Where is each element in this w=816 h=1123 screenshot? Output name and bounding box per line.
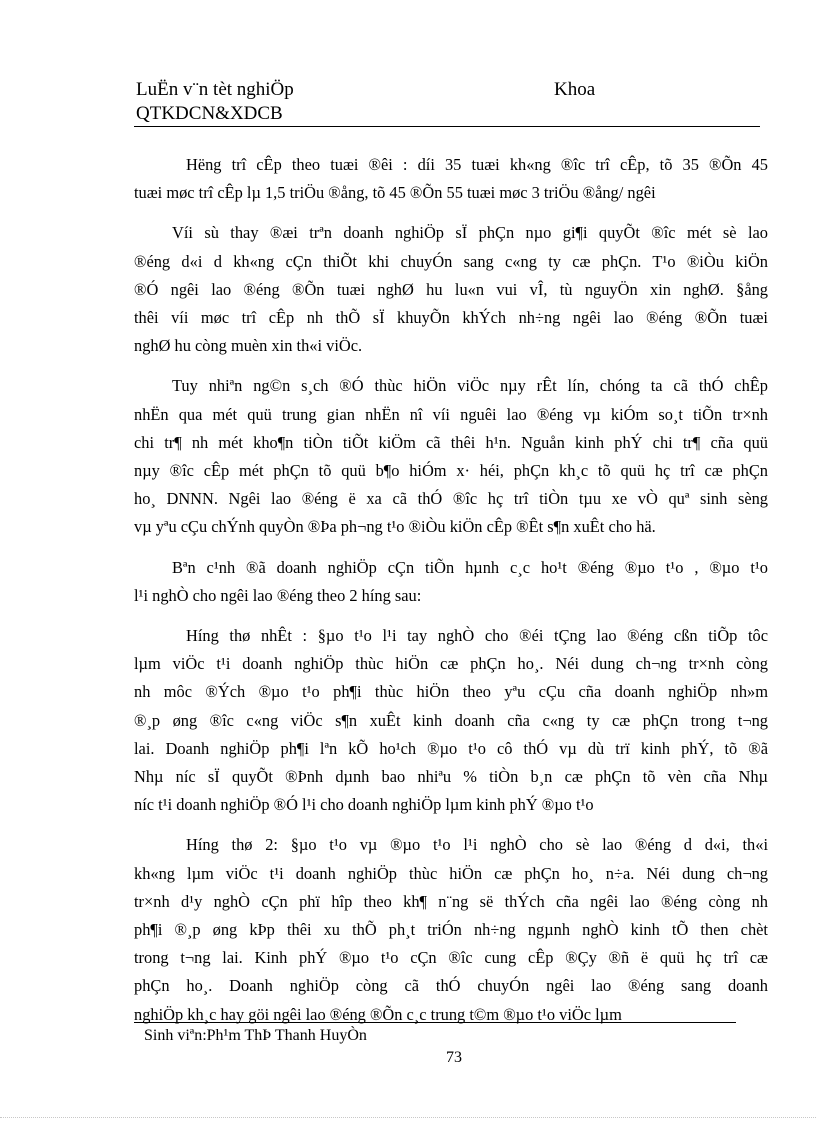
header-department-code: QTKDCN&XDCB	[136, 103, 283, 124]
text-line: Víi sù thay ®æi trªn doanh nghiÖp sÏ phÇn nµo gi¶i quyÕt ®îc mét sè lao	[172, 223, 768, 243]
text-line: tr×nh d¹y nghÒ cÇn phï hîp theo kh¶ n¨ng së thÝch cña ngêi lao ®éng còng nh	[134, 891, 768, 911]
text-line: kh«ng lµm viÖc t¹i doanh nghiÖp thùc hiÖn cæ phÇn ho¸ n÷a. Néi dung ch¬ng	[134, 863, 768, 883]
text-line: thêi víi møc trî cÊp nh thÕ sÏ khuyÕn khÝch nh÷ng ngêi lao ®éng ®Õn tuæi	[134, 308, 768, 328]
text-line: nghiÖp kh¸c hay göi ngêi lao ®éng ®Õn c¸c trung t©m ®µo t¹o viÖc lµm	[134, 1004, 622, 1024]
text-line: tuæi møc trî cÊp lµ 1,5 triÖu ®ång, tõ 45 ®Õn 55 tuæi møc 3 triÖu ®ång/ ngêi	[134, 183, 656, 203]
text-line: lai. Doanh nghiÖp ph¶i lªn kÕ ho¹ch ®µo t¹o cô thÓ vµ dù trï kinh phÝ, tõ ®ã	[134, 738, 768, 758]
text-line: Híng thø nhÊt : §µo t¹o l¹i tay nghÒ cho ®éi tÇng lao ®éng cßn tiÕp tôc	[186, 626, 768, 646]
text-line: nh môc ®Ých ®µo t¹o ph¶i thùc hiÖn theo yªu cÇu cña doanh nghiÖp nh»m	[134, 682, 768, 702]
text-line: vµ yªu cÇu chÝnh quyÒn ®Þa ph¬ng t¹o ®iÒu kiÖn cÊp ®Êt s¶n xuÊt cho hä.	[134, 517, 656, 537]
text-line: chi tr¶ nh mét kho¶n tiÒn tiÕt kiÖm cã thêi h¹n. Nguån kinh phÝ chi tr¶ cña quü	[134, 432, 768, 452]
paragraph-2	[134, 219, 768, 360]
footer-divider	[134, 1022, 736, 1023]
text-line: níc t¹i doanh nghiÖp ®Ó l¹i cho doanh nghiÖp lµm kinh phÝ ®µo t¹o	[134, 795, 594, 815]
text-line: nhËn qua mét quü trung gian nhËn nî víi nguêi lao ®éng vµ kiÓm so¸t tiÕn tr×nh	[134, 404, 768, 424]
page-number: 73	[446, 1049, 462, 1066]
text-line: phÇn ho¸. Doanh nghiÖp còng cã thÓ chuyÓn ngêi lao ®éng sang doanh	[134, 976, 768, 996]
paragraph-4	[134, 554, 768, 610]
text-line: nµy ®îc cÊp mét phÇn tõ quü b¶o hiÓm x· héi, phÇn kh¸c tõ quü hç trî cæ phÇn	[134, 461, 768, 481]
header-faculty: Khoa	[554, 79, 596, 100]
paragraph-6	[134, 831, 768, 1028]
text-line: Bªn c¹nh ®ã doanh nghiÖp cÇn tiÕn hµnh c¸c ho¹t ®éng ®µo t¹o , ®µo t¹o	[172, 557, 768, 577]
paragraph-1	[134, 151, 768, 207]
paragraph-5	[134, 622, 768, 819]
footer-author: Sinh viªn:Ph¹m ThÞ Thanh HuyÒn	[144, 1027, 367, 1044]
text-line: Híng thø 2: §µo t¹o vµ ®µo t¹o l¹i nghÒ cho sè lao ®éng d d«i, th«i	[186, 835, 768, 855]
text-line: nghØ hu còng muèn xin th«i viÖc.	[134, 336, 363, 356]
text-line: trong t¬ng lai. Kinh phÝ ®µo t¹o cÇn ®îc cung cÊp ®Çy ®ñ ë quü hç trî cæ	[134, 948, 768, 968]
body-text	[134, 151, 768, 1041]
text-line: ®¸p øng ®îc c«ng viÖc s¶n xuÊt kinh doanh cña c«ng ty cæ phÇn trong t¬ng	[134, 710, 768, 730]
text-line: ph¶i ®¸p øng kÞp thêi xu thÕ ph¸t triÓn nh÷ng ngµnh nghÒ kinh tÕ then chèt	[134, 920, 768, 940]
text-line: Hëng trî cÊp theo tuæi ®êi : díi 35 tuæi kh«ng ®îc trî cÊp, tõ 35 ®Õn 45	[186, 155, 768, 174]
page-bottom-edge	[0, 1117, 816, 1118]
header-divider	[134, 126, 760, 127]
text-line: ®éng d«i d kh«ng cÇn thiÕt khi chuyÓn sang c«ng ty cæ phÇn. T¹o ®iÒu kiÖn	[134, 251, 768, 271]
text-line: Tuy nhiªn ng©n s¸ch ®Ó thùc hiÖn viÖc nµy rÊt lín, chóng ta cã thÓ chÊp	[172, 376, 768, 396]
text-line: l¹i nghÒ cho ngêi lao ®éng theo 2 híng sau:	[134, 585, 422, 605]
text-line: ®Ó ngêi lao ®éng ®Õn tuæi nghØ hu lu«n vui vÎ, tù nguyÖn xin nghØ. §ång	[134, 279, 768, 299]
paragraph-3	[134, 372, 768, 541]
text-line: Nhµ níc sÏ quyÕt ®Þnh dµnh bao nhiªu % tiÒn b¸n cæ phÇn tõ vèn cña Nhµ	[134, 767, 768, 787]
header-thesis-title	[136, 78, 294, 126]
text-line: lµm viÖc t¹i doanh nghiÖp thùc hiÖn cæ phÇn ho¸. Néi dung ch¬ng tr×nh còng	[134, 654, 768, 674]
text-line: ho¸ DNNN. Ngêi lao ®éng ë xa cã thÓ ®îc hç trî tiÒn tµu xe vÒ quª sinh sèng	[134, 489, 768, 509]
header-thesis-line: LuËn v¨n tèt nghiÖp	[136, 79, 294, 100]
